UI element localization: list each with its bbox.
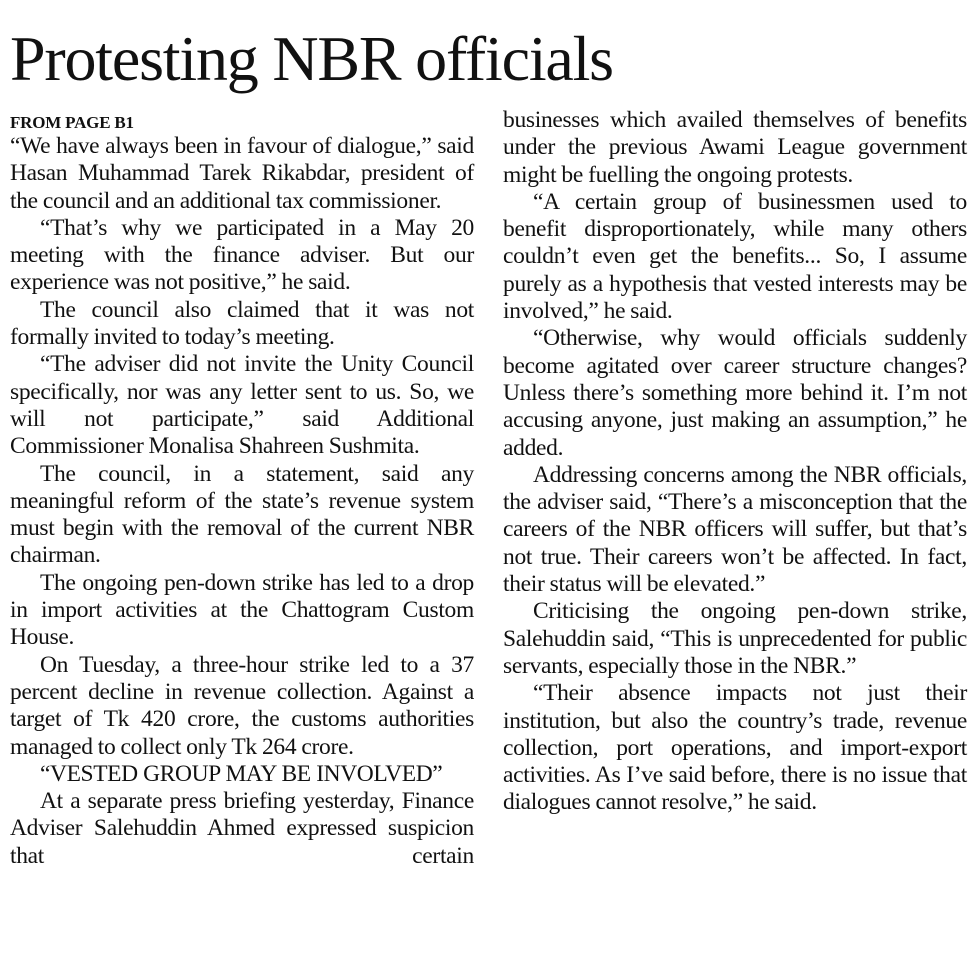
- paragraph: The council also claimed that it was not formally invited to today’s meeting.: [10, 296, 474, 351]
- paragraph: The council, in a statement, said any meaningful reform of the state’s revenue system must begin with the removal of the current NBR chairman.: [10, 460, 474, 569]
- headline: Protesting NBR officials: [10, 23, 613, 94]
- paragraph: Criticising the ongoing pen-down strike, Salehuddin said, “This is unprecedented for public servants, especially those in the NBR.”: [503, 598, 967, 679]
- paragraph: On Tuesday, a three-hour strike led to a 37 percent decline in revenue collection. Against a target of Tk 420 crore, the customs authorities managed to collect only Tk 264 crore.: [10, 651, 474, 760]
- paragraph: “Their absence impacts not just their institution, but also the country’s trade, revenue collection, port operations, and import-export activities. As I’ve said before, there is no issue that dialogues cannot resolve,” he said.: [503, 680, 967, 816]
- paragraph: “We have always been in favour of dialogue,” said Hasan Muhammad Tarek Rikabdar, president of the council and an additional tax commissioner.: [10, 133, 474, 214]
- article-column-right: [503, 107, 967, 817]
- paragraph: The ongoing pen-down strike has led to a drop in import activities at the Chattogram Custom House.: [10, 569, 474, 651]
- article-column-left: [10, 113, 474, 870]
- paragraph: “Otherwise, why would officials suddenly become agitated over career structure changes? Unless there’s something more behind it. I’m not accusing anyone, just making an assumption,” he added.: [503, 325, 967, 461]
- subheading: “VESTED GROUP MAY BE INVOLVED”: [40, 760, 443, 787]
- paragraph: “A certain group of businessmen used to benefit disproportionately, while many others couldn’t even get the benefits... So, I assume purely as a hypothesis that vested interests may be involved,” he said.: [503, 188, 967, 325]
- paragraph: At a separate press briefing yesterday, Finance Adviser Salehuddin Ahmed expressed suspicion that certain: [10, 788, 474, 869]
- page-jump-kicker: FROM PAGE B1: [10, 113, 134, 132]
- paragraph: “The adviser did not invite the Unity Council specifically, nor was any letter sent to us. So, we will not participate,” said Additional Commissioner Monalisa Shahreen Sushmita.: [10, 351, 474, 460]
- paragraph: “That’s why we participated in a May 20 meeting with the finance adviser. But our experience was not positive,” he said.: [10, 214, 474, 296]
- paragraph-continued: businesses which availed themselves of benefits under the previous Awami League government might be fuelling the ongoing protests.: [503, 107, 967, 188]
- paragraph: Addressing concerns among the NBR officials, the adviser said, “There’s a misconception that the careers of the NBR officers will suffer, but that’s not true. Their careers won’t be affected. In fact, their status will be elevated.”: [503, 461, 967, 598]
